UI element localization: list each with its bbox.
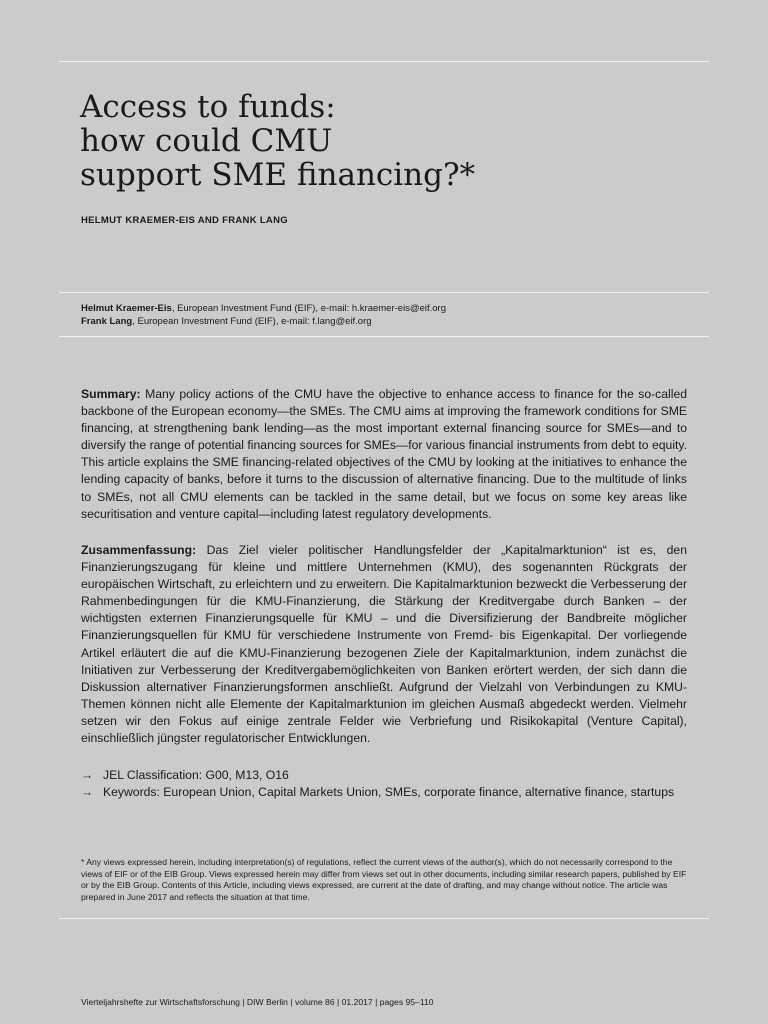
page-footer: Vierteljahrshefte zur Wirtschaftsforschung | DIW Berlin | volume 86 | 01.2017 | pages 95–110	[81, 997, 434, 1007]
author-name: Frank Lang	[81, 316, 133, 327]
author-affiliations	[81, 302, 446, 328]
affiliation-line	[81, 315, 446, 328]
keywords: Keywords: European Union, Capital Markets Union, SMEs, corporate finance, alternative finance, startups	[103, 785, 675, 800]
affiliation-top-rule	[59, 292, 709, 293]
article-title	[80, 90, 700, 192]
zusammenfassung-paragraph	[81, 542, 687, 747]
classification-list	[81, 767, 687, 801]
zusammenfassung-text: Das Ziel vieler politischer Handlungsfelder der „Kapitalmarktunion“ ist es, den Finanzierungszugang für kleine und mittlere Unternehmen (KMU), des sogenannten Rückgrats der europäischen Wirtschaft, zu erleichtern und zu erweitern. Die Kapitalmarktunion bezweckt die Verbesserung der Rahmenbedingungen für die KMU-Finanzierung, die Stärkung der Kreditvergabe durch Banken – der wichtigsten externen Finanzierungsquelle für KMU – und die Diversifizierung der Bandbreite möglicher Finanzierungsquellen für KMU für verschiedene Instrumente von Fremd- bis Eigenkapital. Der vorliegende Artikel erläutert die auf die KMU-Finanzierung bezogenen Ziele der Kapitalmarktunion, indem zunächst die Initiativen zur Verbesserung der Kreditvergabemöglichkeiten von Banken erörtert werden, der sich dann die Diskussion alternativer Finanzierungsformen anschließt. Aufgrund der Vielzahl von Verbindungen zu KMU-Themen können nicht alle Elemente der Kapitalmarktunion im gleichen Ausmaß abgedeckt werden. Vielmehr setzen wir den Fokus auf einige zentrale Felder wie Verbriefung und Risikokapital (Venture Capital), einschließlich jüngster regulatorischer Entwicklungen.	[81, 543, 687, 746]
top-rule	[59, 61, 709, 62]
summary-text: Many policy actions of the CMU have the objective to enhance access to finance for the so-called backbone of the European economy—the SMEs. The CMU aims at improving the framework conditions for SME financing, at strengthening bank lending—as the most important external financing source for SMEs—and to diversify the range of potential financing sources for SMEs—for various financial instruments from debt to equity. This article explains the SME financing-related objectives of the CMU by looking at the initiatives to enhance the lending capacity of banks, before it turns to the discussion of alternative financing. Due to the multitude of links to SMEs, not all CMU elements can be tackled in the same detail, but we focus on some key areas like securitisation and venture capital—including latest regulatory developments.	[81, 387, 687, 521]
affiliation-line	[81, 302, 446, 315]
jel-item	[81, 767, 687, 784]
summary-label: Summary:	[81, 387, 141, 401]
title-line: support SME financing?*	[80, 157, 476, 193]
arrow-right-icon: →	[81, 768, 94, 782]
zusammenfassung-label: Zusammenfassung:	[81, 543, 197, 557]
affiliation-bottom-rule	[59, 336, 709, 337]
title-line: Access to funds:	[80, 89, 336, 125]
affiliation-detail: , European Investment Fund (EIF), e-mail: f.lang@eif.org	[132, 316, 372, 327]
authors-byline: HELMUT KRAEMER-EIS AND FRANK LANG	[81, 215, 288, 226]
footnote: * Any views expressed herein, including interpretation(s) of regulations, reflect the current views of the author(s), which do not necessarily correspond to the views of EIF or of the EIB Group. Views expressed herein may differ from views set out in other documents, including similar research papers, published by EIF or by the EIB Group. Contents of this Article, including views expressed, are current at the date of drafting, and may change without notice. The article was prepared in June 2017 and reflects the situation at that time.	[81, 857, 687, 902]
footnote-bottom-rule	[59, 918, 709, 919]
summary-paragraph	[81, 386, 687, 523]
author-name: Helmut Kraemer-Eis	[81, 303, 172, 314]
jel-classification: JEL Classification: G00, M13, O16	[103, 768, 289, 782]
arrow-right-icon: →	[81, 785, 94, 800]
affiliation-detail: , European Investment Fund (EIF), e-mail: h.kraemer-eis@eif.org	[171, 303, 446, 314]
keywords-item	[81, 784, 687, 801]
title-line: how could CMU	[80, 123, 333, 159]
